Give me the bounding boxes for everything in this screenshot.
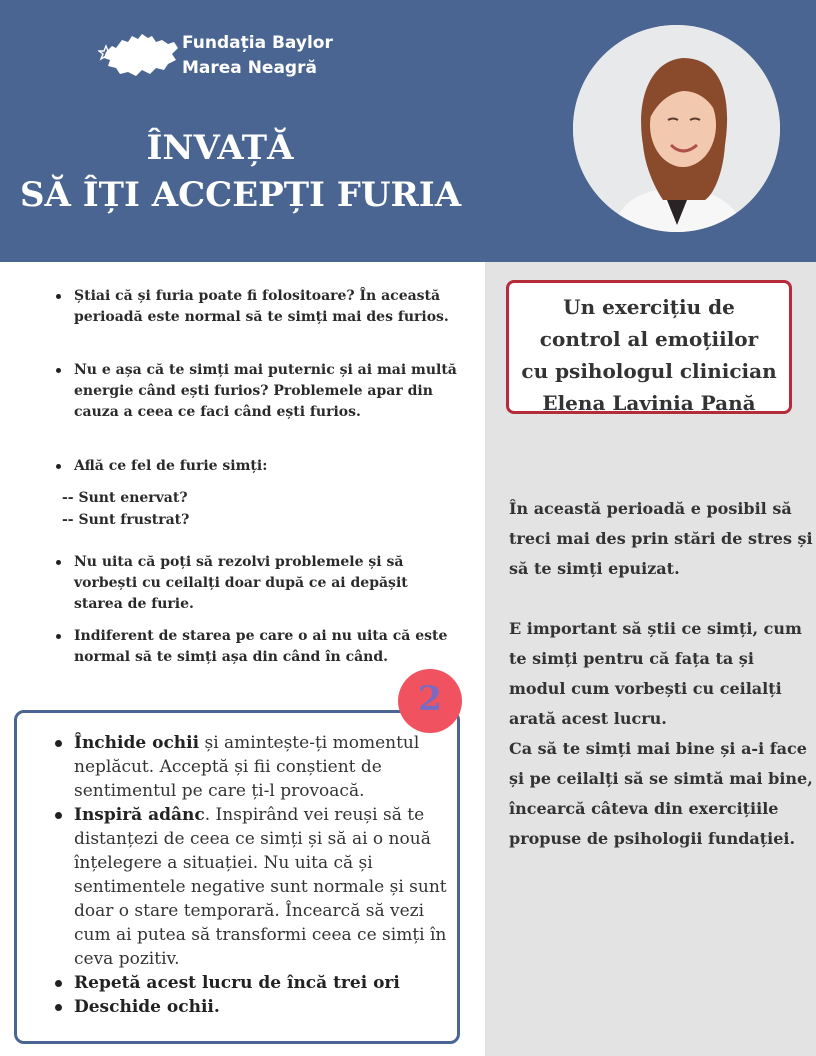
- title-line-1: ÎNVAȚĂ: [146, 128, 294, 168]
- callout-line-4: Elena Lavinia Pană: [542, 391, 756, 415]
- bullet-item: Indiferent de starea pe care o ai nu uita că este normal să te simți așa din când în când.: [50, 626, 460, 668]
- exercise-steps-list: [50, 731, 450, 1019]
- right-paragraph: În această perioadă e posibil să treci mai des prin stări de stres și să te simți epuizat.: [509, 499, 813, 578]
- logo-line-2: Marea Neagră: [182, 58, 317, 78]
- bullet-item: Află ce fel de furie simți:: [50, 456, 460, 477]
- sub-item: -- Sunt enervat?: [62, 490, 188, 506]
- right-paragraph: Ca să te simți mai bine și a-i face și pe ceilalți să se simtă mai bine, încearcă câteva din exercițiile propuse de psihologii fundației.: [509, 739, 813, 848]
- callout-line-1: Un exercițiu de: [563, 295, 735, 319]
- step-4-bold: Deschide ochii.: [74, 997, 220, 1017]
- psychologist-photo: [573, 25, 780, 232]
- page-title: [20, 125, 462, 219]
- callout-line-3: cu psihologul clinician: [521, 359, 777, 383]
- bullet-item: Nu e așa că te simți mai puternic și ai mai multă energie când ești furios? Problemele apar din cauza a ceea ce faci când ești furios.: [50, 360, 460, 423]
- callout-line-2: control al emoțiilor: [539, 327, 759, 351]
- title-line-2: SĂ ÎȚI ACCEPȚI FURIA: [20, 175, 462, 215]
- step-number-badge: 2: [398, 669, 462, 733]
- step-item: [50, 731, 450, 803]
- foundation-logo: [98, 28, 338, 84]
- step-1-text: și amintește-ți momentul neplăcut. Acceptă și fii conștient de sentimentul pe care ți-l provoacă.: [74, 733, 420, 801]
- step-item: [50, 803, 450, 971]
- logo-line-1: Fundația Baylor: [182, 33, 333, 53]
- step-3-bold: Repetă acest lucru de încă trei ori: [74, 973, 400, 993]
- step-1-bold: Închide ochii: [74, 733, 200, 753]
- step-2-text: . Inspirând vei reuși să te distanțezi de ceea ce simți și să ai o nouă înțelegere a situației. Nu uita că și sentimentele negative sunt normale și sunt doar o stare temporară. Încearcă să vezi cum ai putea să transformi ceea ce simți în ceva pozitiv.: [74, 805, 447, 969]
- step-item: [50, 971, 450, 995]
- step-2-bold: Inspiră adânc: [74, 805, 205, 825]
- bullet-item: Nu uita că poți să rezolvi problemele și să vorbești cu ceilalți doar după ce ai depășit starea de furie.: [50, 552, 460, 615]
- black-sea-map-icon: [98, 30, 180, 80]
- sub-item: -- Sunt frustrat?: [62, 512, 190, 528]
- right-paragraph: E important să știi ce simți, cum te simți pentru că fața ta și modul cum vorbești cu ceilalți arată acest lucru.: [509, 619, 802, 728]
- exercise-callout: [506, 280, 792, 414]
- step-item: [50, 995, 450, 1019]
- bullet-item: Știai că și furia poate fi folositoare? În această perioadă este normal să te simți mai des furios.: [50, 286, 460, 328]
